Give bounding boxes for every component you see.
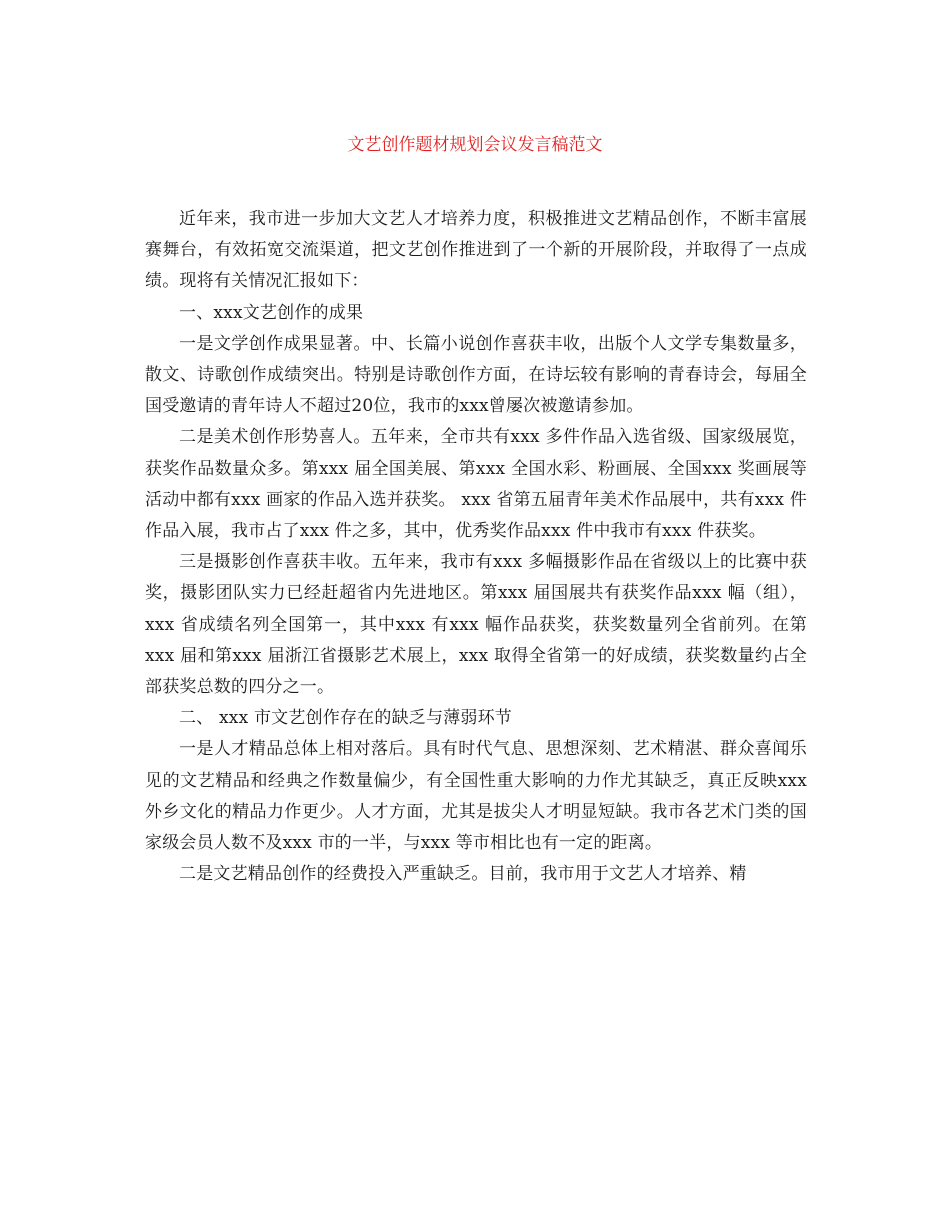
document-title: 文艺创作题材规划会议发言稿范文 [347, 135, 603, 155]
document-body [145, 204, 807, 890]
paragraph-literature: 一是文学创作成果显著。中、长篇小说创作喜获丰收，出版个人文学专集数量多，散文、诗歌创作成绩突出。特别是诗歌创作方面，在诗坛较有影响的青春诗会，每届全国受邀请的青年诗人不超过20位，我市的xxx曾屡次被邀请参加。 [145, 333, 807, 417]
paragraph-talent: 一是人才精品总体上相对落后。具有时代气息、思想深刻、艺术精湛、群众喜闻乐见的文艺精品和经典之作数量偏少，有全国性重大影响的力作尤其缺乏，真正反映xxx 外乡文化的精品力作更少。人才方面，尤其是拔尖人才明显短缺。我市各艺术门类的国家级会员人数不及xxx 市的一半，与xxx 等市相比也有一定的距离。 [145, 739, 807, 854]
section-heading-achievements: 一、xxx文艺创作的成果 [179, 302, 364, 323]
paragraph-photography: 三是摄影创作喜获丰收。五年来，我市有xxx 多幅摄影作品在省级以上的比赛中获奖，摄影团队实力已经赶超省内先进地区。第xxx 届国展共有获奖作品xxx 幅（组），xxx 省成绩名列全国第一，其中xxx 有xxx 幅作品获奖，获奖数量列全省前列。在第xxx 届和第xxx 届浙江省摄影艺术展上，xxx 取得全省第一的好成绩，获奖数量约占全部获奖总数的四分之一。 [145, 552, 807, 698]
section-heading-weaknesses: 二、 xxx 市文艺创作存在的缺乏与薄弱环节 [179, 708, 512, 729]
paragraph-fine-arts: 二是美术创作形势喜人。五年来，全市共有xxx 多件作品入选省级、国家级展览，获奖作品数量众多。第xxx 届全国美展、第xxx 全国水彩、粉画展、全国xxx 奖画展等活动中都有xxx 画家的作品入选并获奖。 xxx 省第五届青年美术作品展中，共有xxx 件作品入展，我市占了xxx 件之多，其中，优秀奖作品xxx 件中我市有xxx 件获奖。 [145, 427, 807, 542]
paragraph-intro: 近年来，我市进一步加大文艺人才培养力度，积极推进文艺精品创作，不断丰富展赛舞台，有效拓宽交流渠道，把文艺创作推进到了一个新的开展阶段，并取得了一点成绩。现将有关情况汇报如下： [145, 209, 807, 292]
paragraph-funding: 二是文艺精品创作的经费投入严重缺乏。目前，我市用于文艺人才培养、精 [179, 864, 747, 885]
